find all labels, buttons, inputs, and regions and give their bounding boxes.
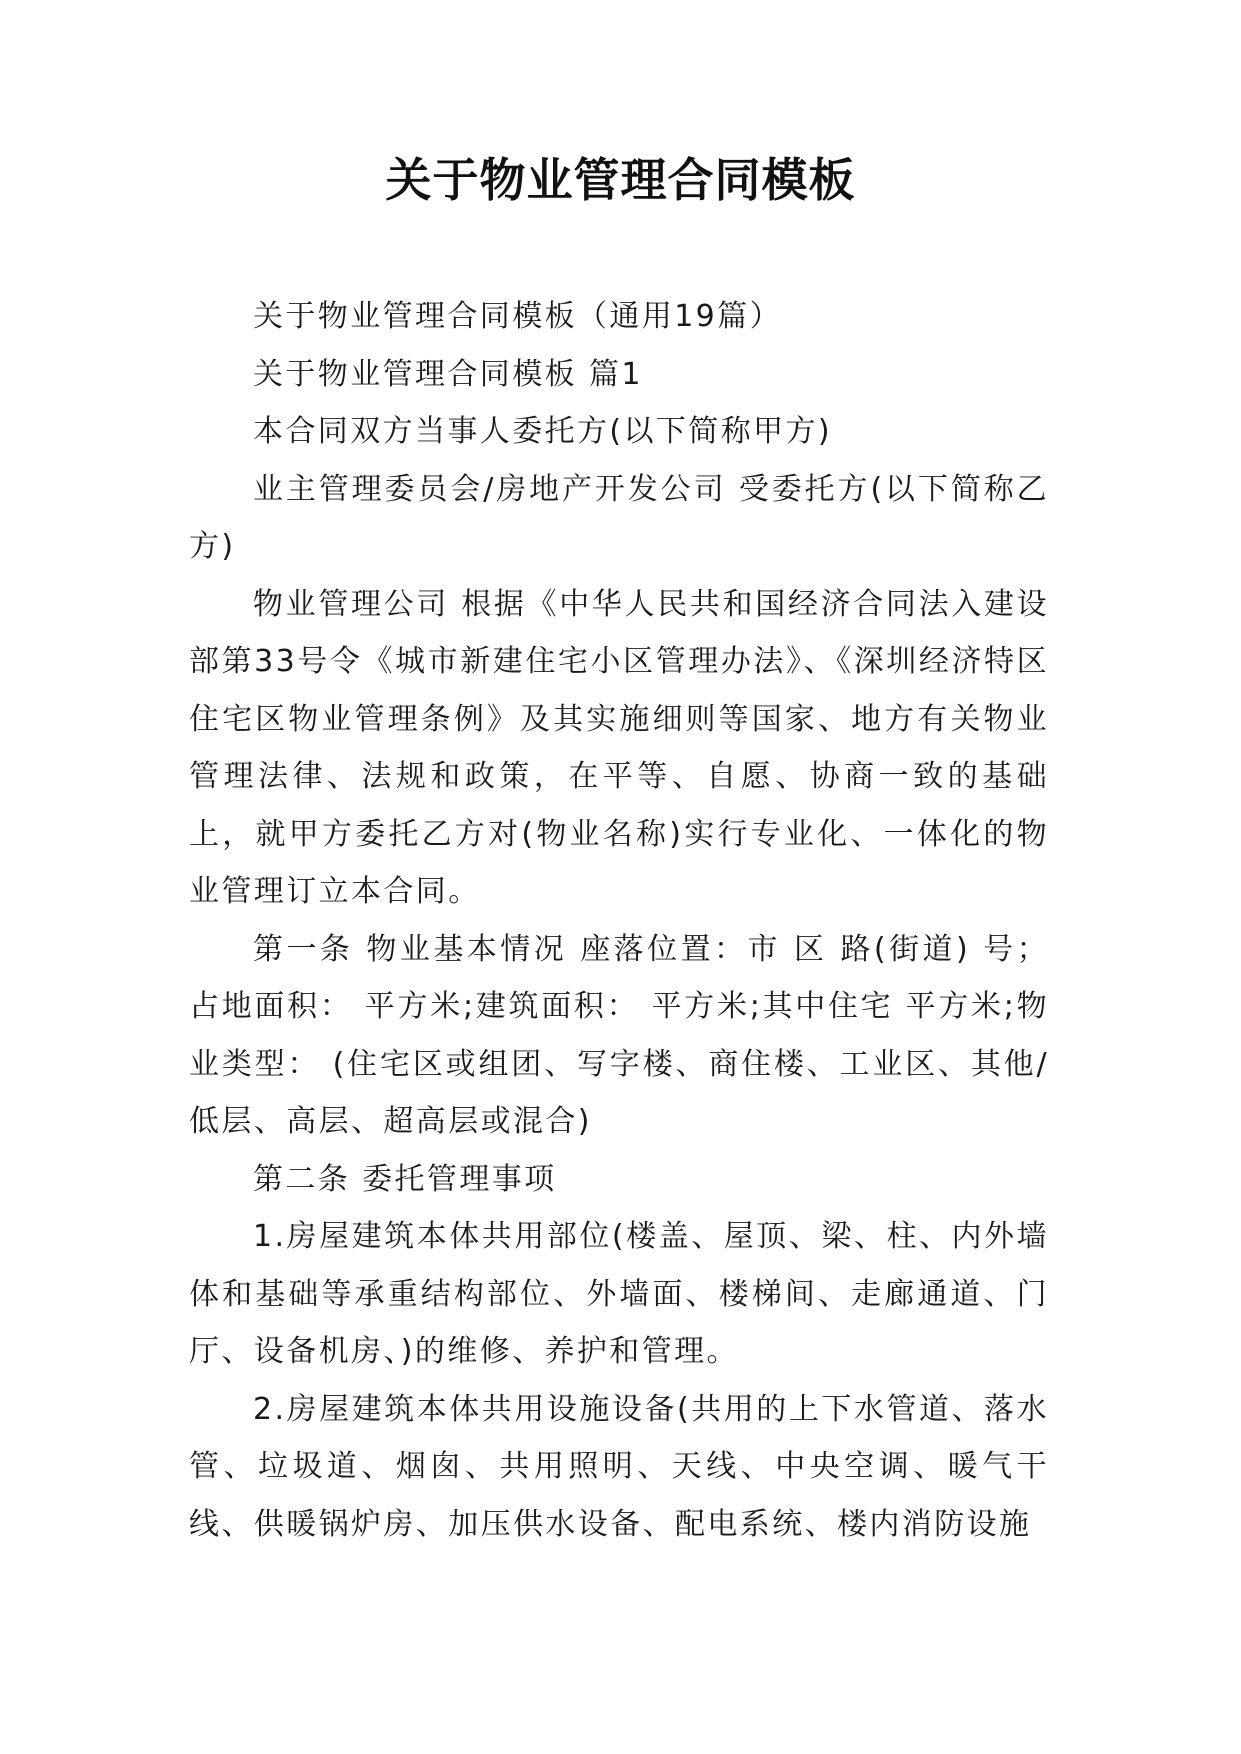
paragraph-item-1: 1.房屋建筑本体共用部位(楼盖、屋顶、梁、柱、内外墙体和基础等承重结构部位、外墙面、楼梯间、走廊通道、门厅、设备机房、)的维修、养护和管理。 [189,1219,1049,1369]
paragraph-item-2: 2.房屋建筑本体共用设施设备(共用的上下水管道、落水管、垃圾道、烟囱、共用照明、天线、中央空调、暖气干线、供暖锅炉房、加压供水设备、配电系统、楼内消防设施 [189,1391,1049,1542]
document-title: 关于物业管理合同模板 [385,153,856,207]
paragraph-section-heading: 关于物业管理合同模板 篇1 [253,356,643,392]
paragraph-subtitle: 关于物业管理合同模板（通用19篇） [253,299,782,334]
paragraph-party-a: 本合同双方当事人委托方(以下简称甲方) [253,414,833,449]
paragraph-article-2: 第二条 委托管理事项 [253,1161,557,1197]
paragraph-party-b: 业主管理委员会/房地产开发公司 受委托方(以下简称乙方) [189,471,1049,564]
paragraph-article-1: 第一条 物业基本情况 座落位置：市 区 路(街道) 号；占地面积： 平方米;建筑面积： 平方米;其中住宅 平方米;物业类型： (住宅区或组团、写字楼、商住楼、工业区、其他/低层、高层、超高层或混合) [189,931,1049,1139]
paragraph-preamble: 物业管理公司 根据《中华人民共和国经济合同法入建设部第33号令《城市新建住宅小区管理办法》、《深圳经济特区住宅区物业管理条例》及其实施细则等国家、地方有关物业管理法律、法规和政策，在平等、自愿、协商一致的基础上，就甲方委托乙方对(物业名称)实行专业化、一体化的物业管理订立本合同。 [189,586,1049,909]
document-body [189,288,1049,1553]
